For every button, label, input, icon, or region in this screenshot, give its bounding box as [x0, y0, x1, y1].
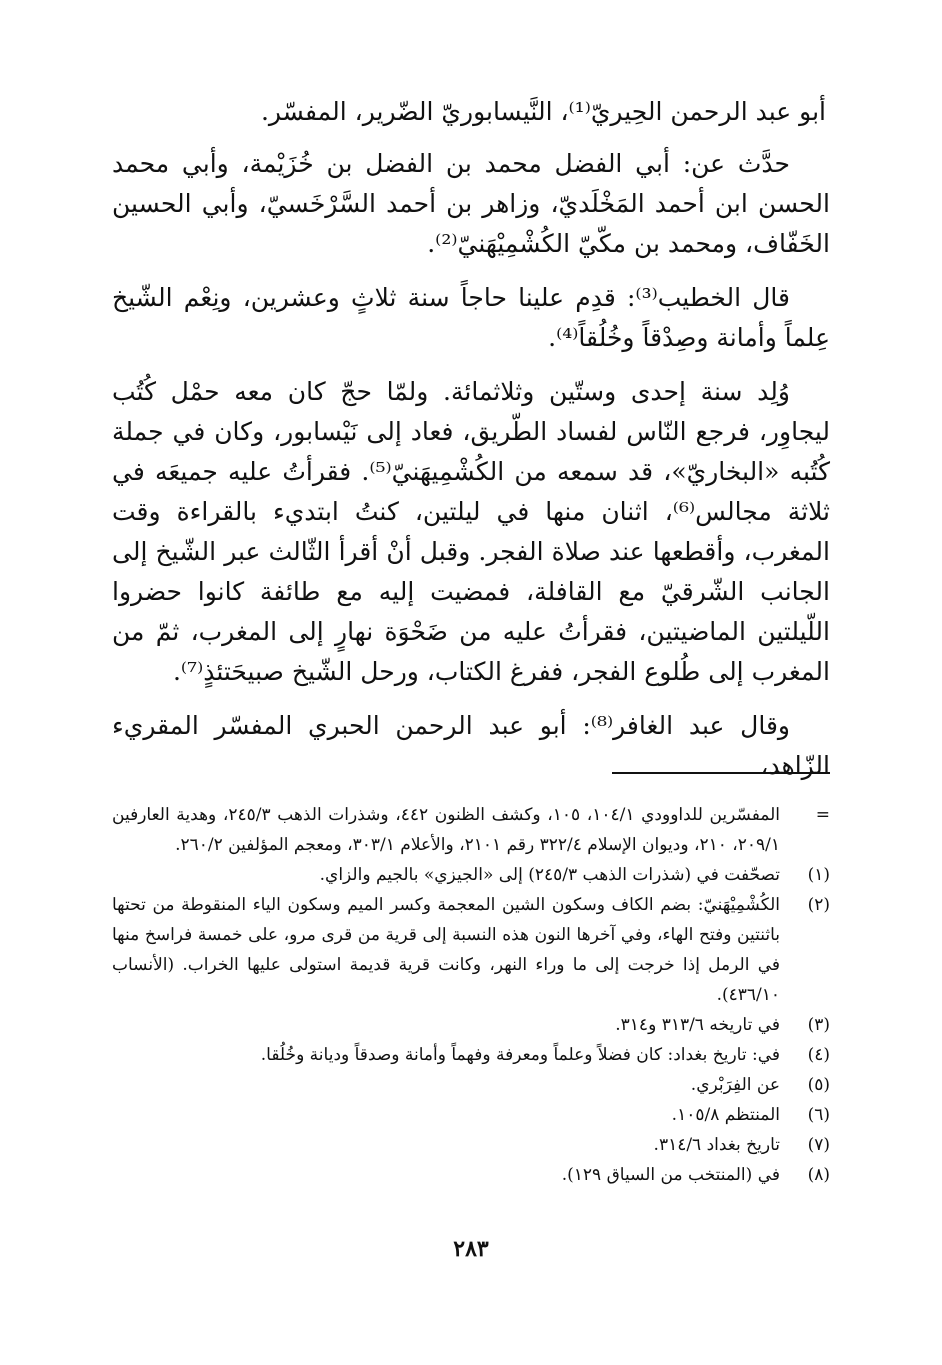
- footnote: [112, 1130, 830, 1160]
- footnote-text: المنتظم ١٠٥/٨.: [671, 1105, 780, 1125]
- footnote-number: (٤): [807, 1045, 830, 1065]
- page-number: ٢٨٣: [453, 1236, 489, 1262]
- footnote-text: تاريخ بغداد ٣١٤/٦.: [653, 1135, 780, 1155]
- paragraph: وقال عبد الغافر⁽⁸⁾: أبو عبد الرحمن الحبري المفسّر المقريء الزّاهد،: [112, 711, 830, 780]
- footnote-number: =: [815, 805, 830, 825]
- footnotes: [112, 800, 830, 1190]
- footnote-separator: [612, 772, 830, 774]
- footnote: [112, 1100, 830, 1130]
- footnote-text: المفسّرين للداوودي ١٠٤/١، ١٠٥، وكشف الظنون ٤٤٢، وشذرات الذهب ٢٤٥/٣، وهدية العارفين ٢٠٩/١، ٢١٠، وديوان الإسلام ٣٢٢/٤ رقم ٢١٠١، والأعلام ٣٠٣/١، ومعجم المؤلفين ٢٦٠/٢.: [112, 805, 781, 855]
- footnote-text: في (المنتخب من السياق ١٢٩).: [561, 1165, 780, 1185]
- paragraph: حدَّث عن: أبي الفضل محمد بن الفضل بن خُزَيْمة، وأبي محمد الحسن ابن أحمد المَخْلَديّ، وزاهر بن أحمد السَّرْخَسيّ، وأبي الحسين الخَفّاف، ومحمد بن مكّيّ الكُشْمِيْهَنيّ⁽²⁾.: [112, 149, 830, 258]
- footnote: [112, 1010, 830, 1040]
- footnote-number: (٢): [807, 895, 830, 915]
- entry-heading: أبو عبد الرحمن الحِيريّ⁽¹⁾، النَّيسابوريّ الضّرير، المفسّر.: [260, 97, 826, 126]
- paragraph: وُلِد سنة إحدى وستّين وثلاثمائة. ولمّا حجّ كان معه حمْل كُتُب ليجاوِر، فرجع النّاس لفساد الطّريق، فعاد إلى نَيْسابور، وكان في جملة كُتُبه «البخاريّ»، قد سمعه من الكُشْمِيهَنيّ⁽⁵⁾. فقرأتُ عليه جميعَه في ثلاثة مجالس⁽⁶⁾، اثنان منها في ليلتين، كنتُ ابتديء بالقراءة وقت المغرب، وأقطعها عند صلاة الفجر. وقبل أنْ أقرأ الثّالث عبر الشّيخ إلى الجانب الشّرقيّ مع القافلة، فمضيت إليه مع طائفة كانوا حضروا اللّيلتين الماضيتين، فقرأتُ عليه من ضَحْوَة نهارٍ إلى المغرب، ثمّ من المغرب إلى طُلوع الفجر، ففرغ الكتاب، ورحل الشّيخ صبيحَتئذٍ⁽⁷⁾.: [112, 377, 831, 686]
- footnote: [112, 1160, 830, 1190]
- paragraph: قال الخطيب⁽³⁾: قدِم علينا حاجاً سنة ثلاثٍ وعشرين، ونِعْم الشّيخ عِلماً وأمانة وصِدْقاً وخُلُقاً⁽⁴⁾.: [112, 283, 830, 352]
- footnote-text: في تاريخه ٣١٣/٦ و٣١٤.: [615, 1015, 780, 1035]
- footnote-number: (٦): [807, 1105, 830, 1125]
- footnote: [112, 1070, 830, 1100]
- footnote-text: عن الفِرَبْري.: [690, 1075, 780, 1095]
- footnote: [112, 1040, 830, 1070]
- footnote-number: (٧): [807, 1135, 830, 1155]
- footnote-number: (٣): [807, 1015, 830, 1035]
- main-text: [112, 144, 830, 786]
- footnote-number: (٥): [807, 1075, 830, 1095]
- footnote-text: تصحّفت في (شذرات الذهب ٢٤٥/٣) إلى «الجيزي» بالجيم والزاي.: [319, 865, 780, 885]
- footnote-number: (٨): [807, 1165, 830, 1185]
- footnote-text: في: تاريخ بغداد: كان فضلاً وعلماً ومعرفة وفهماً وأمانة وصدقاً وديانة وخُلُقا.: [260, 1045, 780, 1065]
- footnote: [112, 800, 830, 860]
- footnote: [112, 890, 830, 1010]
- footnote-number: (١): [807, 865, 830, 885]
- footnote: [112, 860, 830, 890]
- footnote-text: الكُشْمِيْهَنيّ: بضم الكاف وسكون الشين المعجمة وكسر الميم وسكون الياء المنقوطة من تحتها باثنتين وفتح الهاء، وفي آخرها النون هذه النسبة إلى قرية من قرى مرو، على خمسة فراسخ منها في الرمل إذا خرجت إلى ما وراء النهر، وكانت قرية قديمة استولى عليها الخراب. (الأنساب ٤٣٦/١٠).: [112, 895, 780, 1005]
